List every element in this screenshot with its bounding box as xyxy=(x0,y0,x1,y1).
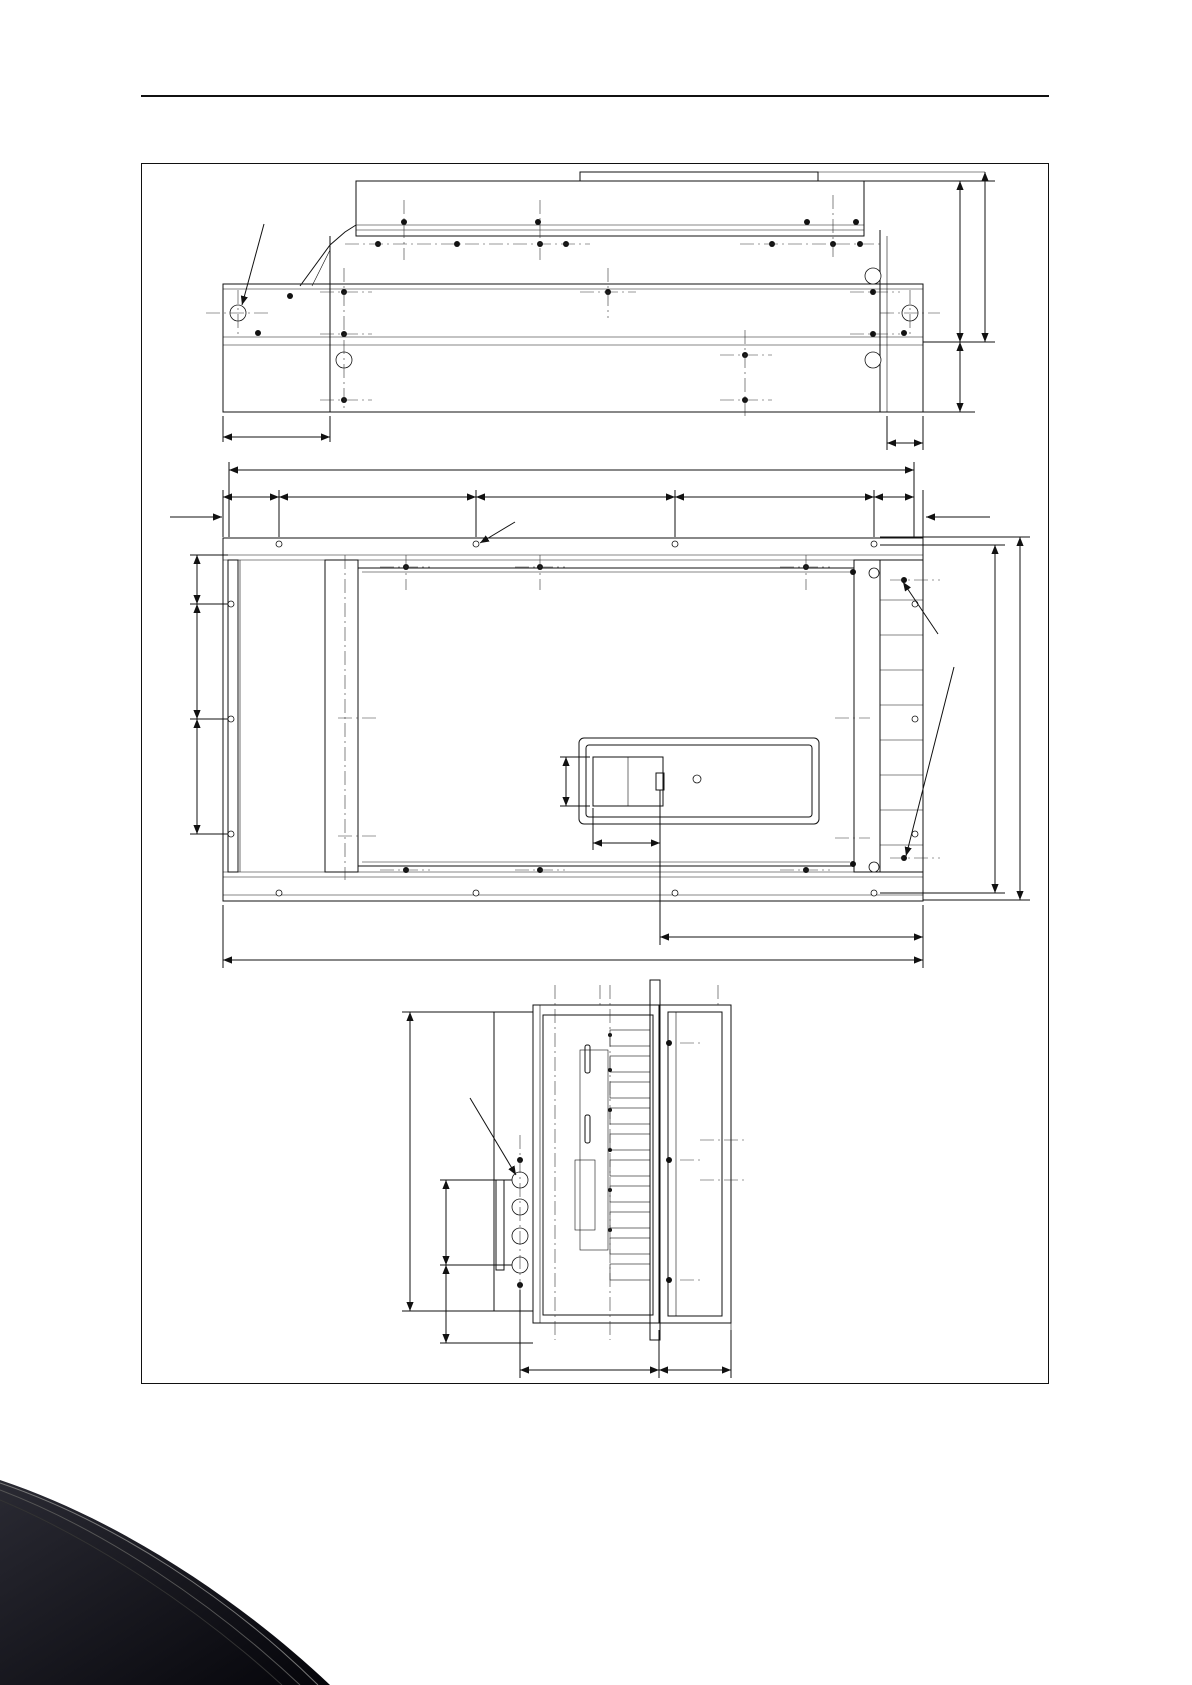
top-view xyxy=(206,172,995,450)
side-view xyxy=(402,980,745,1378)
corner-swoosh-graphic xyxy=(0,1480,330,1685)
front-view xyxy=(170,462,1030,968)
